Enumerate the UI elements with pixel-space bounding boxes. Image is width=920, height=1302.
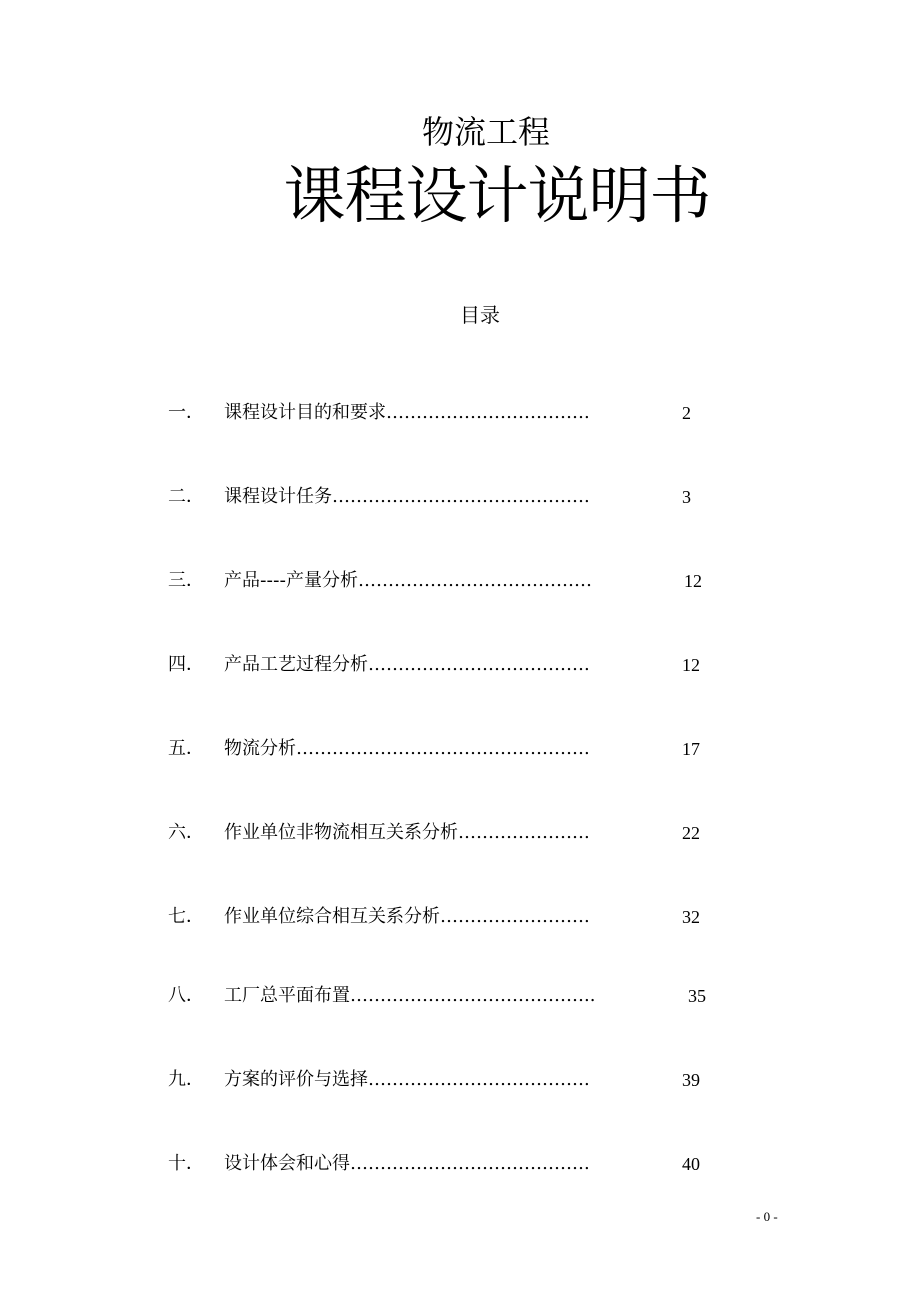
page-number: - 0 - [756, 1209, 778, 1224]
toc-entry-leader: ………………………………….. [350, 985, 596, 1006]
toc-entry-page: 32 [682, 907, 700, 927]
toc-entry-number: 十． [168, 1153, 204, 1174]
toc-entry-label: 工厂总平面布置 [224, 985, 350, 1006]
toc-entry-label: 物流分析 [224, 738, 296, 759]
toc-entry-label: 作业单位非物流相互关系分析 [224, 822, 458, 843]
document-subtitle: 物流工程 [421, 113, 550, 151]
toc-entry-leader: …………………………………. [350, 1153, 590, 1174]
toc-entry-number: 六． [168, 822, 204, 843]
toc-entry-title [224, 400, 664, 426]
toc-entry-title [224, 820, 664, 846]
toc-entry-title [224, 568, 664, 594]
toc-entry-number: 三． [168, 570, 204, 591]
toc-entry-leader: …………………. [458, 822, 590, 843]
toc-entry-number: 一． [168, 402, 204, 423]
toc-entry-label: 课程设计目的和要求 [224, 402, 386, 423]
toc-entry-number: 二． [168, 486, 204, 507]
toc-entry-leader: ………………………………. [368, 1069, 590, 1090]
toc-entry-page: 2 [682, 403, 691, 423]
toc-entry-number: 八． [168, 985, 204, 1006]
toc-entry-title [224, 736, 664, 762]
toc-entry-number: 七． [168, 906, 204, 927]
toc-entry-page: 17 [682, 739, 700, 759]
toc-entry-page: 12 [684, 571, 702, 591]
document-title: 课程设计说明书 [283, 159, 711, 232]
toc-entry-page: 12 [682, 655, 700, 675]
toc-entry-page: 35 [688, 986, 706, 1006]
toc-entry-leader: …………………………………………. [296, 738, 590, 759]
toc-entry-label: 作业单位综合相互关系分析 [224, 906, 440, 927]
toc-entry-number: 五． [168, 738, 204, 759]
toc-entry-title [224, 652, 664, 678]
toc-entry-label: 设计体会和心得 [224, 1153, 350, 1174]
toc-entry-label: 方案的评价与选择 [224, 1069, 368, 1090]
toc-entry-label: 产品----产量分析 [224, 570, 358, 591]
toc-entry-title [224, 1067, 664, 1093]
toc-entry-page: 40 [682, 1154, 700, 1174]
toc-heading: 目录 [460, 303, 500, 327]
toc-entry-page: 22 [682, 823, 700, 843]
toc-entry-leader: ……………………………………. [332, 486, 590, 507]
toc-entry-leader: ………………………………… [357, 570, 592, 591]
toc-entry-leader: ……………………. [440, 906, 590, 927]
toc-entry-page: 39 [682, 1070, 700, 1090]
toc-entry-title [224, 484, 664, 510]
toc-entry-number: 九． [168, 1069, 204, 1090]
toc-entry-label: 课程设计任务 [224, 486, 332, 507]
toc-entry-number: 四． [168, 654, 204, 675]
toc-entry-label: 产品工艺过程分析 [224, 654, 368, 675]
toc-entry-leader: ………………………………. [368, 654, 590, 675]
toc-entry-leader: ……………………………. [386, 402, 590, 423]
toc-entry-title [224, 1151, 664, 1177]
toc-entry-title [224, 904, 664, 930]
toc-entry-title [224, 983, 664, 1009]
toc-entry-page: 3 [682, 487, 691, 507]
